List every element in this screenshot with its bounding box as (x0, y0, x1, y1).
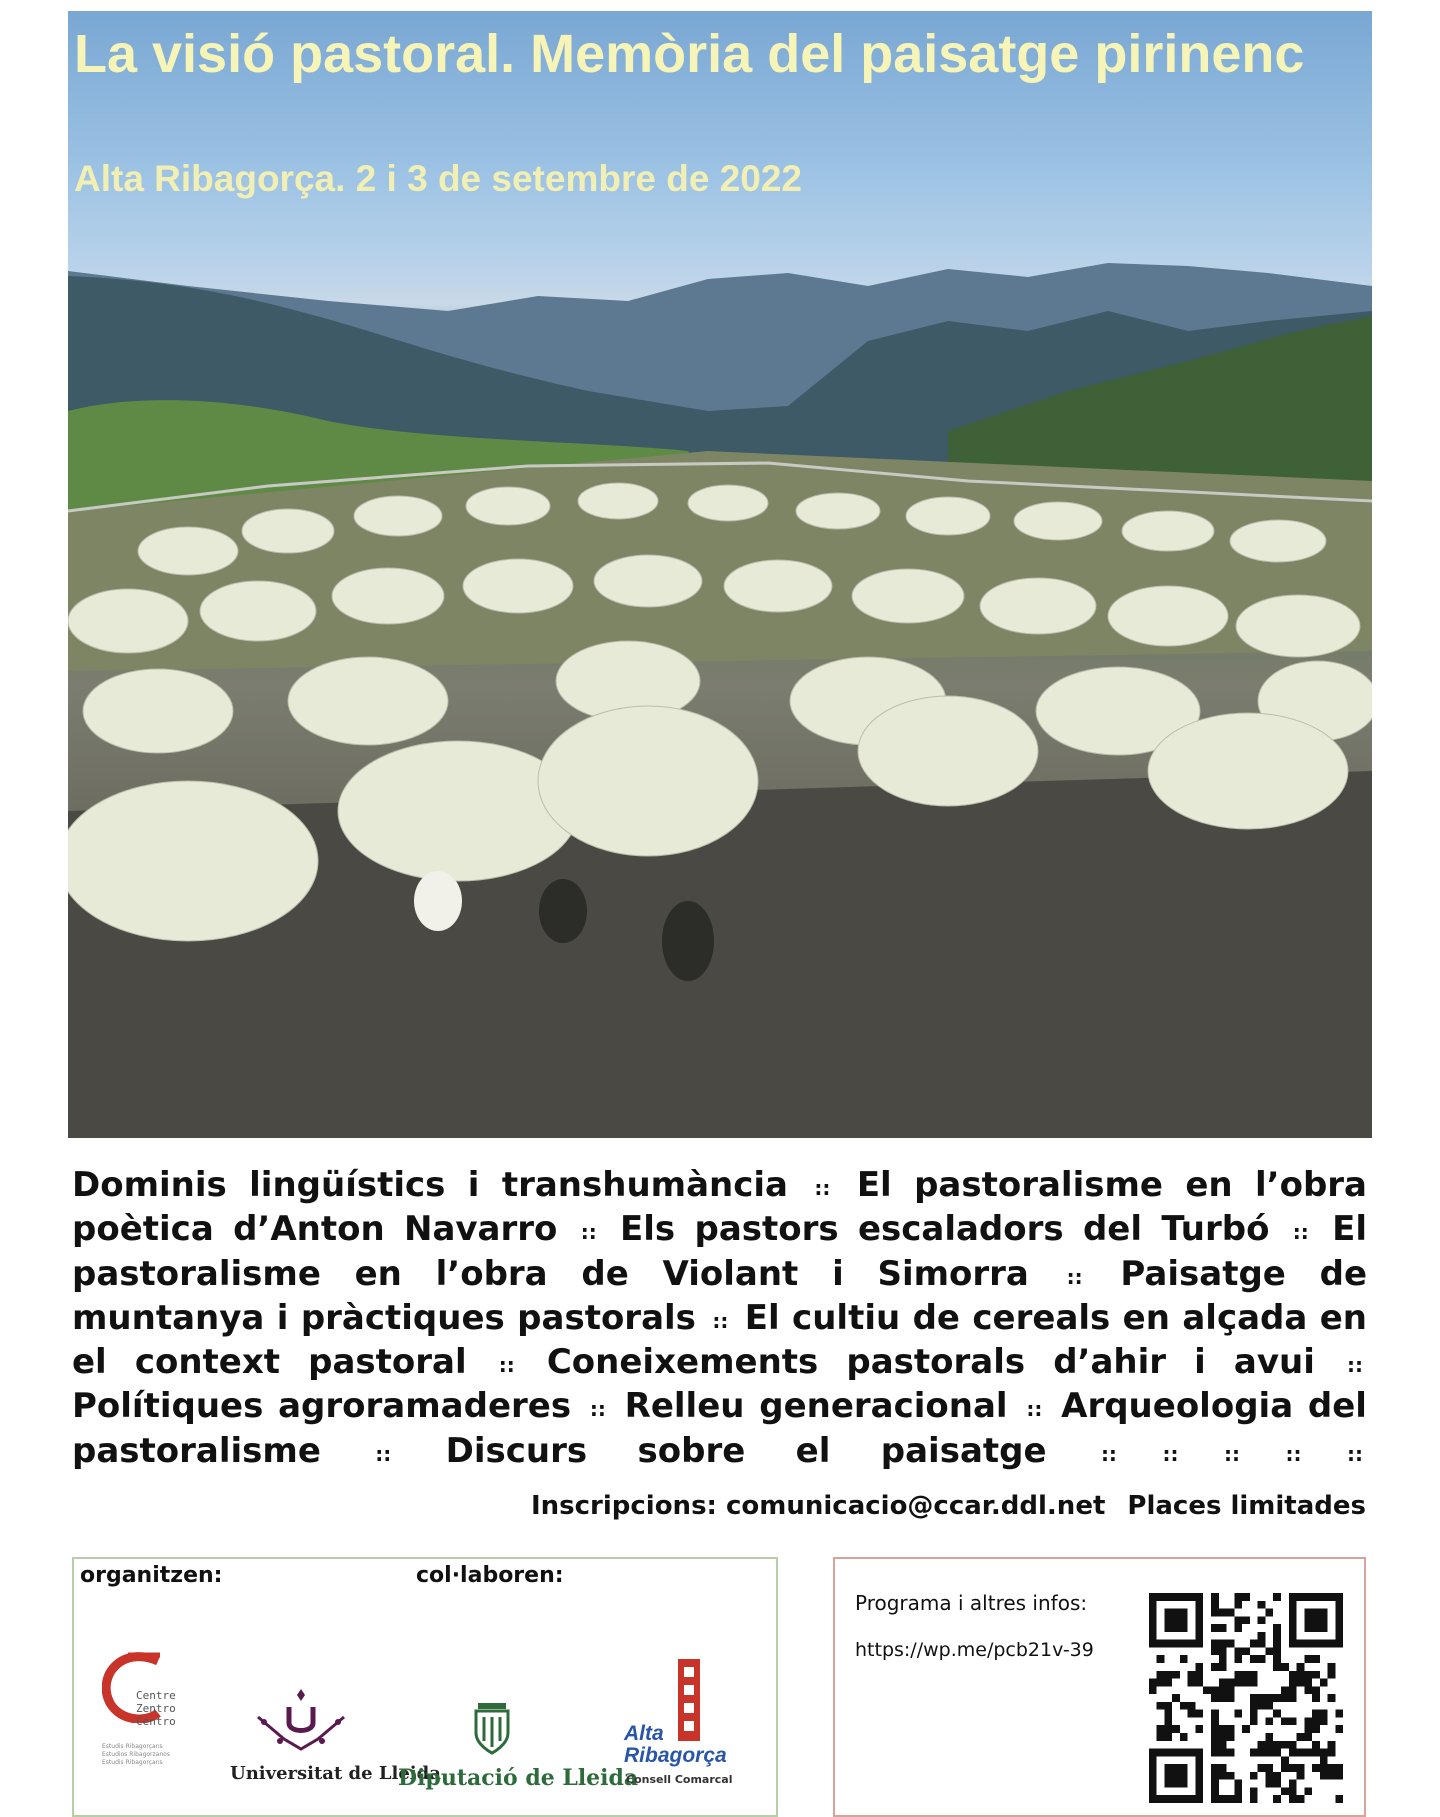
diputacio-shield-icon (472, 1701, 512, 1755)
topic-item: El pastoralisme en l’obra de Violant i Simorra (72, 1209, 1367, 1294)
topic-item: Paisatge de muntanya i pràctiques pastorals (72, 1253, 1368, 1338)
topic-item: El pastoralisme en l’obra poètica d’Anton Navarro (72, 1165, 1367, 1250)
topic-item: Relleu generacional (624, 1386, 1008, 1427)
topic-separator: :: (498, 1353, 515, 1378)
udl-logo (230, 1687, 441, 1787)
centre-small-2: Estudios Ribagorzanos (102, 1751, 170, 1758)
topic-separator: :: (589, 1397, 606, 1422)
qr-code-icon[interactable] (1148, 1593, 1344, 1803)
topic-item: Coneixements pastorals d’ahir i avui (546, 1342, 1315, 1383)
topic-item: Polítiques agroramaderes (72, 1386, 572, 1427)
topic-item: Els pastors escaladors del Turbó (620, 1209, 1270, 1250)
topic-item: Arqueologia del pastoralisme (72, 1386, 1367, 1471)
topic-separator: :: (375, 1441, 392, 1466)
topic-separator: :: (712, 1308, 729, 1333)
program-url[interactable]: https://wp.me/pcb21v-39 (855, 1639, 1094, 1661)
topic-separator: :: (1066, 1264, 1083, 1289)
collaborate-label: col·laboren: (416, 1563, 564, 1588)
topic-item: Dominis lingüístics i transhumància (72, 1165, 788, 1205)
hero-photo (68, 11, 1372, 1138)
topic-separator: :: (1346, 1353, 1363, 1378)
topic-separator: :: (1292, 1220, 1309, 1245)
centre-small-3: Estudis Ribagorçans (102, 1759, 163, 1766)
registration-line (531, 1489, 1366, 1523)
topics-list (72, 1165, 1367, 1475)
topic-separator: :: (580, 1220, 597, 1245)
topic-item: El cultiu de cereals en alçada en el context pastoral (72, 1297, 1368, 1383)
topic-separator: :: :: :: :: :: (1100, 1441, 1363, 1466)
registration-email[interactable]: Inscripcions: comunicacio@ccar.ddl.net (530, 1491, 1106, 1521)
diputacio-name: Diputació de Lleida (398, 1765, 639, 1791)
info-box (833, 1557, 1366, 1817)
organisers-box (72, 1557, 778, 1817)
event-title: La visió pastoral. Memòria del paisatge pirinenc (74, 24, 1305, 84)
centre-estudis-logo (102, 1651, 192, 1791)
udl-name: Universitat de Lleida (230, 1763, 441, 1784)
topic-separator: :: (814, 1176, 831, 1200)
event-subtitle: Alta Ribagorça. 2 i 3 de setembre de 2022 (74, 158, 802, 199)
udl-emblem-icon (256, 1687, 346, 1757)
program-label: Programa i altres infos: (855, 1591, 1088, 1615)
alta-sub: Consell Comarcal (626, 1773, 733, 1786)
alta-line-2: Ribagorça (624, 1744, 727, 1767)
alta-ribagorca-logo (624, 1659, 774, 1814)
topic-item: Discurs sobre el paisatge (445, 1430, 1047, 1471)
centre-line-3: Centro (136, 1715, 176, 1728)
alta-line-1: Alta (624, 1722, 664, 1745)
diputacio-logo (392, 1701, 639, 1791)
centre-line-2: Zentro (136, 1702, 176, 1715)
centre-small-1: Estudis Ribagorçans (102, 1743, 163, 1750)
topic-separator: :: (1026, 1397, 1043, 1422)
centre-line-1: Centre (136, 1689, 176, 1702)
organize-label: organitzen: (80, 1563, 223, 1588)
places-note: Places limitades (1127, 1491, 1366, 1521)
